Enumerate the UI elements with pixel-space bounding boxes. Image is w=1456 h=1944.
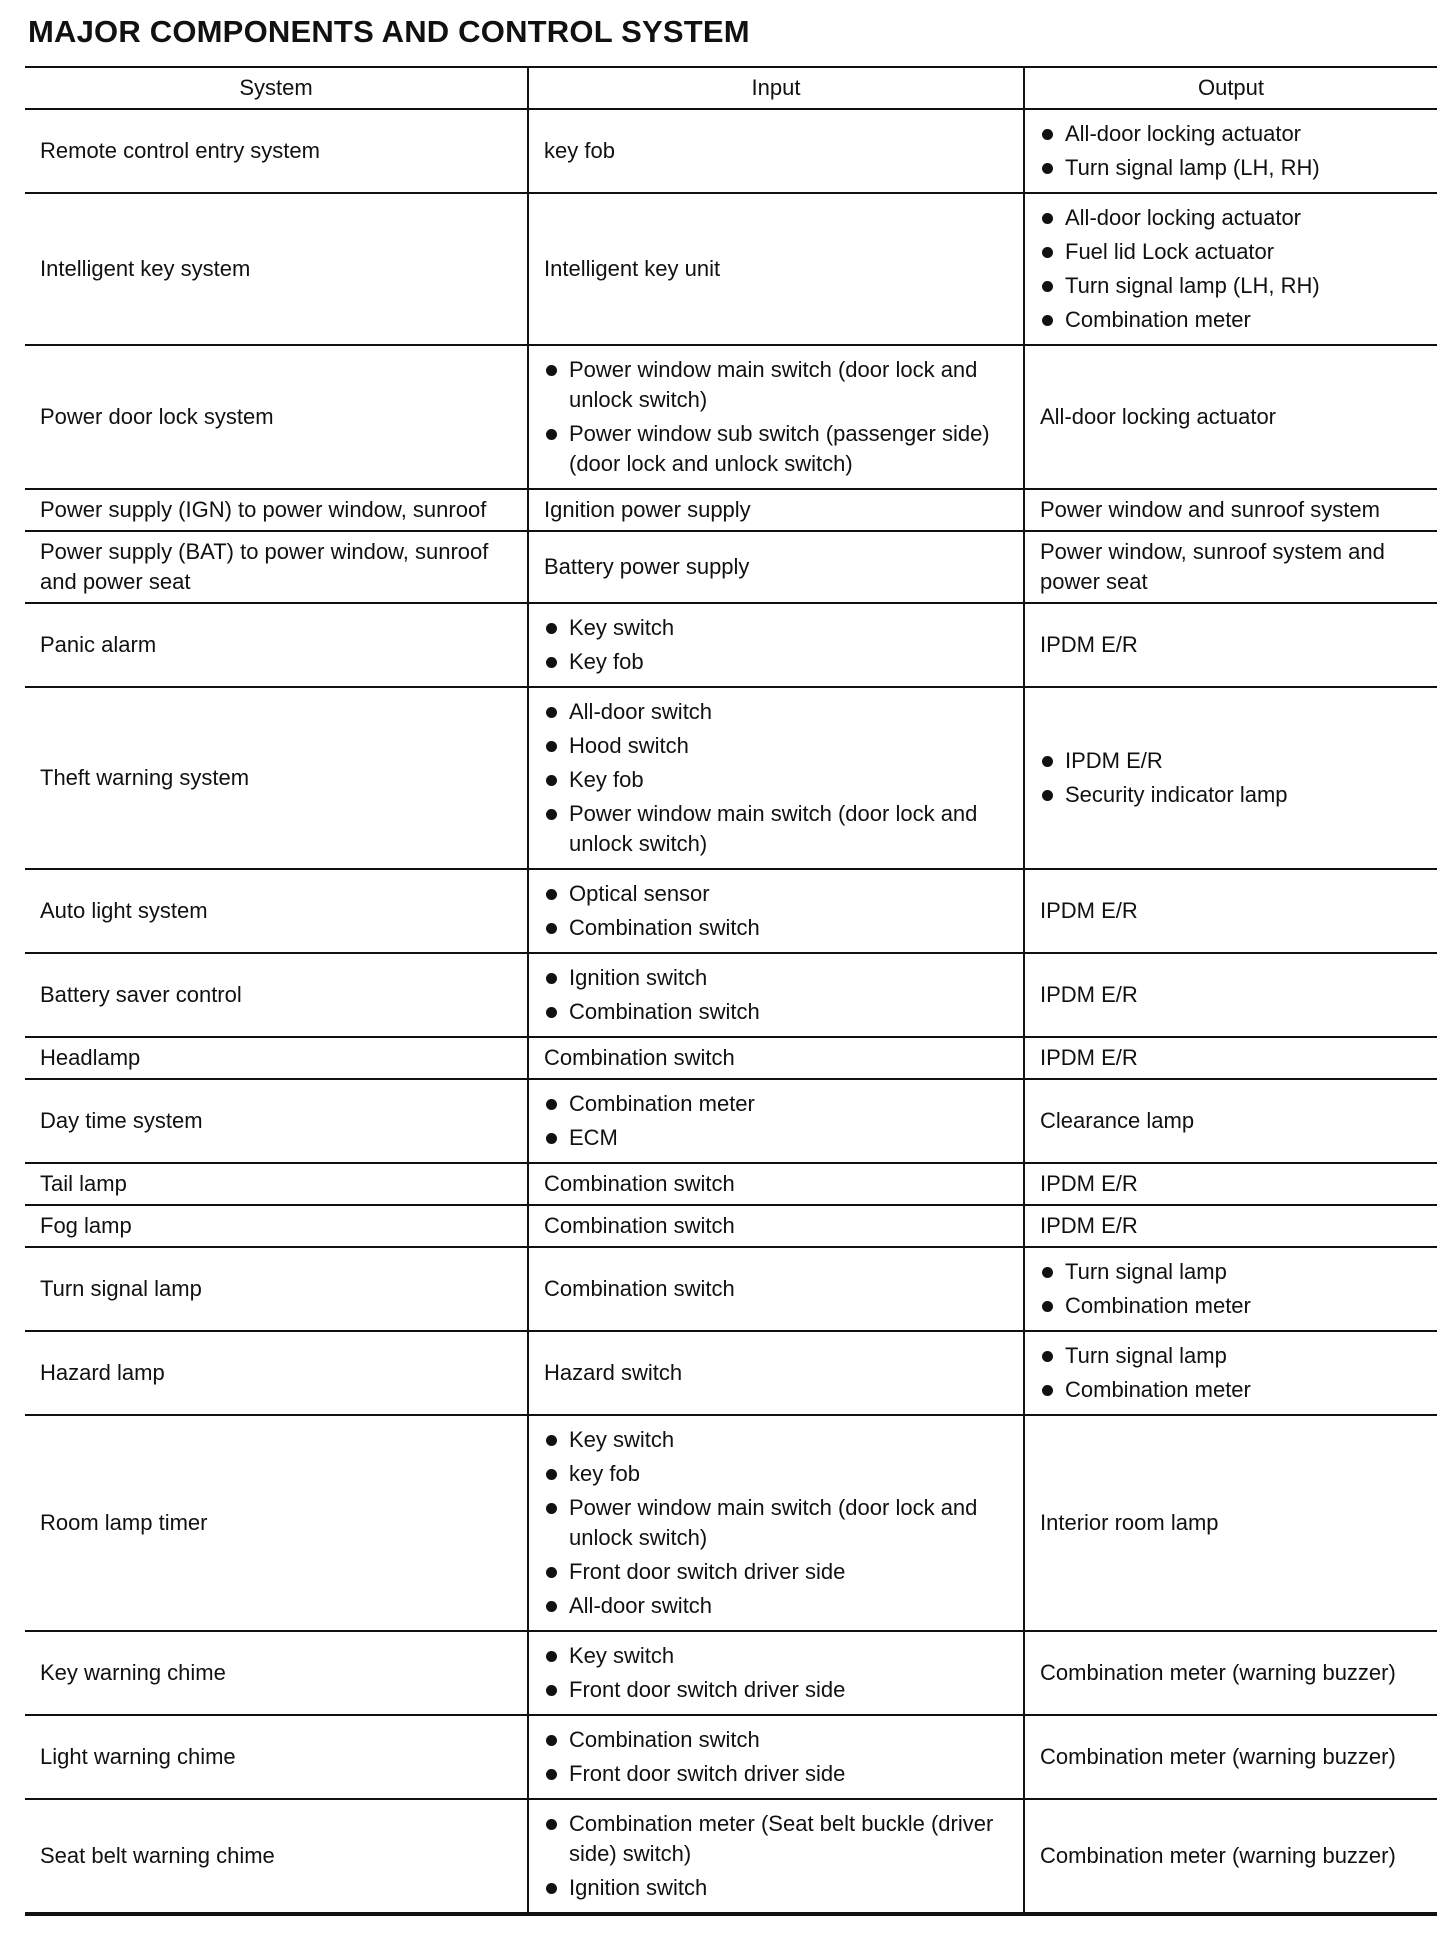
system-text: Power supply (BAT) to power window, sunroof and power seat [40,539,489,594]
cell-output [1024,1631,1437,1715]
cell-system [25,109,528,193]
table-row [25,1715,1437,1799]
table-row [25,1079,1437,1163]
cell-input [528,489,1024,531]
cell-input [528,1205,1024,1247]
input-bullet-list [544,613,1009,677]
cell-output [1024,603,1437,687]
cell-output [1024,109,1437,193]
input-bullet-list [544,879,1009,943]
bullet-item: All-door switch [544,1591,1009,1621]
bullet-item: Front door switch driver side [544,1759,1009,1789]
table-row [25,603,1437,687]
cell-system [25,1163,528,1205]
cell-output [1024,345,1437,489]
output-text: Power window and sunroof system [1040,497,1380,522]
input-bullet-list [544,1809,1009,1903]
output-text: All-door locking actuator [1040,404,1277,429]
bullet-item: Key switch [544,1425,1009,1455]
table-row [25,1415,1437,1631]
bullet-item: Combination switch [544,997,1009,1027]
cell-system [25,193,528,345]
table-row [25,1631,1437,1715]
system-text: Power supply (IGN) to power window, sunroof [40,497,487,522]
table-row [25,1205,1437,1247]
cell-input [528,109,1024,193]
cell-output [1024,1715,1437,1799]
system-text: Day time system [40,1108,203,1133]
output-text: IPDM E/R [1040,1045,1138,1070]
table-body [25,109,1437,1914]
table-row [25,1799,1437,1914]
cell-output [1024,953,1437,1037]
system-text: Battery saver control [40,982,242,1007]
cell-output [1024,531,1437,603]
header-input: Input [528,67,1024,109]
cell-input [528,1415,1024,1631]
bullet-item: Combination meter [544,1089,1009,1119]
table-row [25,869,1437,953]
cell-output [1024,193,1437,345]
table-header [25,67,1437,109]
table-row [25,531,1437,603]
output-text: IPDM E/R [1040,632,1138,657]
system-text: Auto light system [40,898,208,923]
input-bullet-list [544,1089,1009,1153]
bullet-item: Security indicator lamp [1040,780,1423,810]
bullet-item: Optical sensor [544,879,1009,909]
system-text: Room lamp timer [40,1510,208,1535]
cell-input [528,1079,1024,1163]
cell-input [528,1715,1024,1799]
cell-input [528,531,1024,603]
table-row [25,1037,1437,1079]
output-bullet-list [1040,203,1423,335]
cell-output [1024,1163,1437,1205]
table-row [25,953,1437,1037]
input-text: Combination switch [544,1045,735,1070]
system-text: Panic alarm [40,632,157,657]
system-text: Seat belt warning chime [40,1843,275,1868]
output-text: Interior room lamp [1040,1510,1219,1535]
bullet-item: Ignition switch [544,1873,1009,1903]
table-row [25,1163,1437,1205]
bullet-item: Fuel lid Lock actuator [1040,237,1423,267]
output-text: IPDM E/R [1040,1213,1138,1238]
bullet-item: Combination switch [544,1725,1009,1755]
page-title: MAJOR COMPONENTS AND CONTROL SYSTEM [28,14,750,49]
cell-output [1024,1037,1437,1079]
bullet-item: Turn signal lamp [1040,1257,1423,1287]
input-bullet-list [544,1425,1009,1621]
input-text: Combination switch [544,1171,735,1196]
input-bullet-list [544,1641,1009,1705]
cell-output [1024,1331,1437,1415]
cell-system [25,1037,528,1079]
system-text: Turn signal lamp [40,1276,202,1301]
input-text: key fob [544,138,615,163]
bullet-item: Power window sub switch (passenger side) (door lock and unlock switch) [544,419,1009,479]
cell-input [528,1163,1024,1205]
input-bullet-list [544,1725,1009,1789]
cell-output [1024,869,1437,953]
cell-input [528,687,1024,869]
table-row [25,345,1437,489]
output-bullet-list [1040,1257,1423,1321]
cell-system [25,345,528,489]
input-text: Ignition power supply [544,497,751,522]
components-table-container [25,66,1437,1916]
cell-input [528,953,1024,1037]
bullet-item: IPDM E/R [1040,746,1423,776]
bullet-item: All-door switch [544,697,1009,727]
cell-input [528,1799,1024,1914]
system-text: Hazard lamp [40,1360,165,1385]
cell-output [1024,1799,1437,1914]
output-text: Combination meter (warning buzzer) [1040,1744,1396,1769]
cell-system [25,1799,528,1914]
cell-output [1024,1079,1437,1163]
system-text: Tail lamp [40,1171,127,1196]
cell-input [528,193,1024,345]
cell-input [528,1037,1024,1079]
input-text: Hazard switch [544,1360,683,1385]
header-row [25,67,1437,109]
output-text: IPDM E/R [1040,982,1138,1007]
output-text: IPDM E/R [1040,898,1138,923]
system-text: Key warning chime [40,1660,226,1685]
cell-system [25,1079,528,1163]
cell-input [528,1631,1024,1715]
table-row [25,1331,1437,1415]
output-text: Combination meter (warning buzzer) [1040,1843,1396,1868]
input-text: Combination switch [544,1213,735,1238]
cell-system [25,489,528,531]
bullet-item: Key switch [544,1641,1009,1671]
input-bullet-list [544,697,1009,859]
table-row [25,489,1437,531]
cell-system [25,687,528,869]
cell-output [1024,1415,1437,1631]
output-bullet-list [1040,1341,1423,1405]
output-bullet-list [1040,746,1423,810]
table-row [25,1247,1437,1331]
bullet-item: All-door locking actuator [1040,203,1423,233]
table-row [25,109,1437,193]
output-text: Power window, sunroof system and power seat [1040,539,1385,594]
bullet-item: Hood switch [544,731,1009,761]
header-system: System [25,67,528,109]
output-text: Clearance lamp [1040,1108,1195,1133]
cell-output [1024,1205,1437,1247]
bullet-item: All-door locking actuator [1040,119,1423,149]
system-text: Remote control entry system [40,138,320,163]
cell-system [25,531,528,603]
input-bullet-list [544,355,1009,479]
cell-output [1024,489,1437,531]
bullet-item: Combination switch [544,913,1009,943]
input-bullet-list [544,963,1009,1027]
cell-input [528,345,1024,489]
system-text: Headlamp [40,1045,141,1070]
system-text: Light warning chime [40,1744,236,1769]
cell-system [25,1247,528,1331]
cell-system [25,869,528,953]
cell-output [1024,1247,1437,1331]
bullet-item: ECM [544,1123,1009,1153]
bullet-item: Front door switch driver side [544,1675,1009,1705]
cell-input [528,603,1024,687]
table-row [25,687,1437,869]
components-table [25,66,1437,1916]
cell-input [528,1247,1024,1331]
input-text: Intelligent key unit [544,256,721,281]
cell-system [25,1331,528,1415]
cell-system [25,603,528,687]
bullet-item: Power window main switch (door lock and unlock switch) [544,355,1009,415]
cell-input [528,869,1024,953]
cell-system [25,953,528,1037]
bullet-item: Turn signal lamp (LH, RH) [1040,271,1423,301]
bullet-item: Key fob [544,647,1009,677]
bullet-item: key fob [544,1459,1009,1489]
bullet-item: Turn signal lamp (LH, RH) [1040,153,1423,183]
cell-output [1024,687,1437,869]
cell-input [528,1331,1024,1415]
bullet-item: Key switch [544,613,1009,643]
bullet-item: Power window main switch (door lock and unlock switch) [544,799,1009,859]
cell-system [25,1205,528,1247]
output-bullet-list [1040,119,1423,183]
output-text: IPDM E/R [1040,1171,1138,1196]
bullet-item: Combination meter (Seat belt buckle (driver side) switch) [544,1809,1009,1869]
output-text: Combination meter (warning buzzer) [1040,1660,1396,1685]
input-text: Battery power supply [544,554,750,579]
bullet-item: Turn signal lamp [1040,1341,1423,1371]
input-text: Combination switch [544,1276,735,1301]
bullet-item: Combination meter [1040,1375,1423,1405]
bullet-item: Power window main switch (door lock and unlock switch) [544,1493,1009,1553]
bullet-item: Key fob [544,765,1009,795]
bullet-item: Combination meter [1040,305,1423,335]
system-text: Intelligent key system [40,256,251,281]
cell-system [25,1415,528,1631]
system-text: Fog lamp [40,1213,132,1238]
cell-system [25,1715,528,1799]
bullet-item: Front door switch driver side [544,1557,1009,1587]
header-output: Output [1024,67,1437,109]
bullet-item: Ignition switch [544,963,1009,993]
bullet-item: Combination meter [1040,1291,1423,1321]
cell-system [25,1631,528,1715]
system-text: Theft warning system [40,765,250,790]
table-row [25,193,1437,345]
system-text: Power door lock system [40,404,274,429]
